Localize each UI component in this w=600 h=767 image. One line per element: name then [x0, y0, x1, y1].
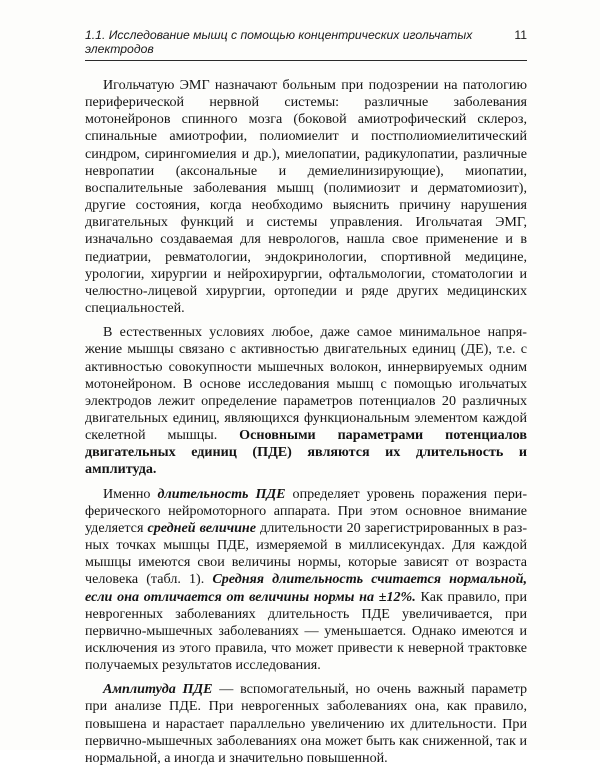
running-header [85, 28, 527, 61]
body-text [85, 77, 527, 767]
text-run: Как правило, при неврогенных заболеваниях длительность ПДЕ увеличивается, при первично-мышечных заболеваниях — уменьшается. Однако имеются и исключения из этого правила, что может привести к неверной трактовке получаемых результатов исследования. [85, 588, 527, 674]
paragraph-indications [85, 77, 527, 317]
text-run: Игольчатую ЭМГ назначают больным при подозрении на патологию периферической нервной системы: различные заболевания мотонейронов спинного мозга (боковой амиотрофический склероз, спинальные амиотрофии, полиомиелит и постполиомиелитический синдром, сирингомиелия и др.), миелопатии, радикулопатии, различные невропатии (аксональные и демиелинизирующие), миопатии, воспалительные заболевания мышц (полимиозит и дерматомиозит), другие состояния, когда необходимо выяснить причину нарушения двигательных функций и системы управления. Игольчатая ЭМГ, изначально создаваемая для неврологов, нашла свое применение и в педиатрии, ревматологии, эндокринологии, спортивной медицине, урологии, хирургии и нейрохирургии, офтальмологии, стоматологии и челюстно-лицевой хирургии, ортопедии и ряде других медицинских специальностей. [85, 77, 527, 317]
emphasis-text-run: Амплитуда ПДЕ [103, 681, 213, 698]
text-run: Именно [103, 485, 158, 502]
bold-text-run: Основными параметрами потенциалов двигательных единиц (ПДЕ) являются их длительность и амплитуда. [85, 427, 527, 478]
section-title: 1.1. Исследование мышц с помощью концентрических игольчатых электродов [85, 28, 473, 56]
paragraph-duration [85, 486, 527, 675]
text-run: — вспомогательный, но очень важный параметр при анализе ПДЕ. При неврогенных заболеваниях она, как правило, повышена и нарастает параллельно увеличению их длительности. При первично-мышечных заболеваниях она может быть как сниженной, так и нормальной, а иногда и значительно повышенной. [85, 681, 527, 766]
text-run: В естественных условиях любое, даже самое минимальное напряжение мышцы связано с активностью двигательных единиц (ДЕ), т.е. с активностью совокупности мышечных волокон, иннервируемых одним мотонейроном. В основе исследования мышц с помощью игольчатых электродов лежит определение параметров потенциалов 20 различных двигательных единиц, являющихся функциональным элементом каждой скелетной мышцы. [85, 324, 527, 444]
page-number: 11 [514, 28, 527, 42]
text-run: определяет уровень поражения периферического нейромоторного аппарата. При этом основное внимание уделяется [85, 485, 528, 536]
text-run: длительности 20 зарегистрированных в разных точках мышцы ПДЕ, измеряемой в миллисекундах. Для каждой мышцы имеются свои величины нормы, которые зависят от возраста человека (табл. 1). [85, 519, 528, 588]
emphasis-text-run: средней величине [147, 519, 257, 536]
emphasis-text-run: Средняя длительность считается нормальной, если она отличается от величины нормы на ±12%. [85, 571, 527, 605]
paragraph-motor-units [85, 324, 527, 478]
paragraph-amplitude [85, 681, 527, 767]
emphasis-text-run: длительность ПДЕ [157, 485, 286, 502]
